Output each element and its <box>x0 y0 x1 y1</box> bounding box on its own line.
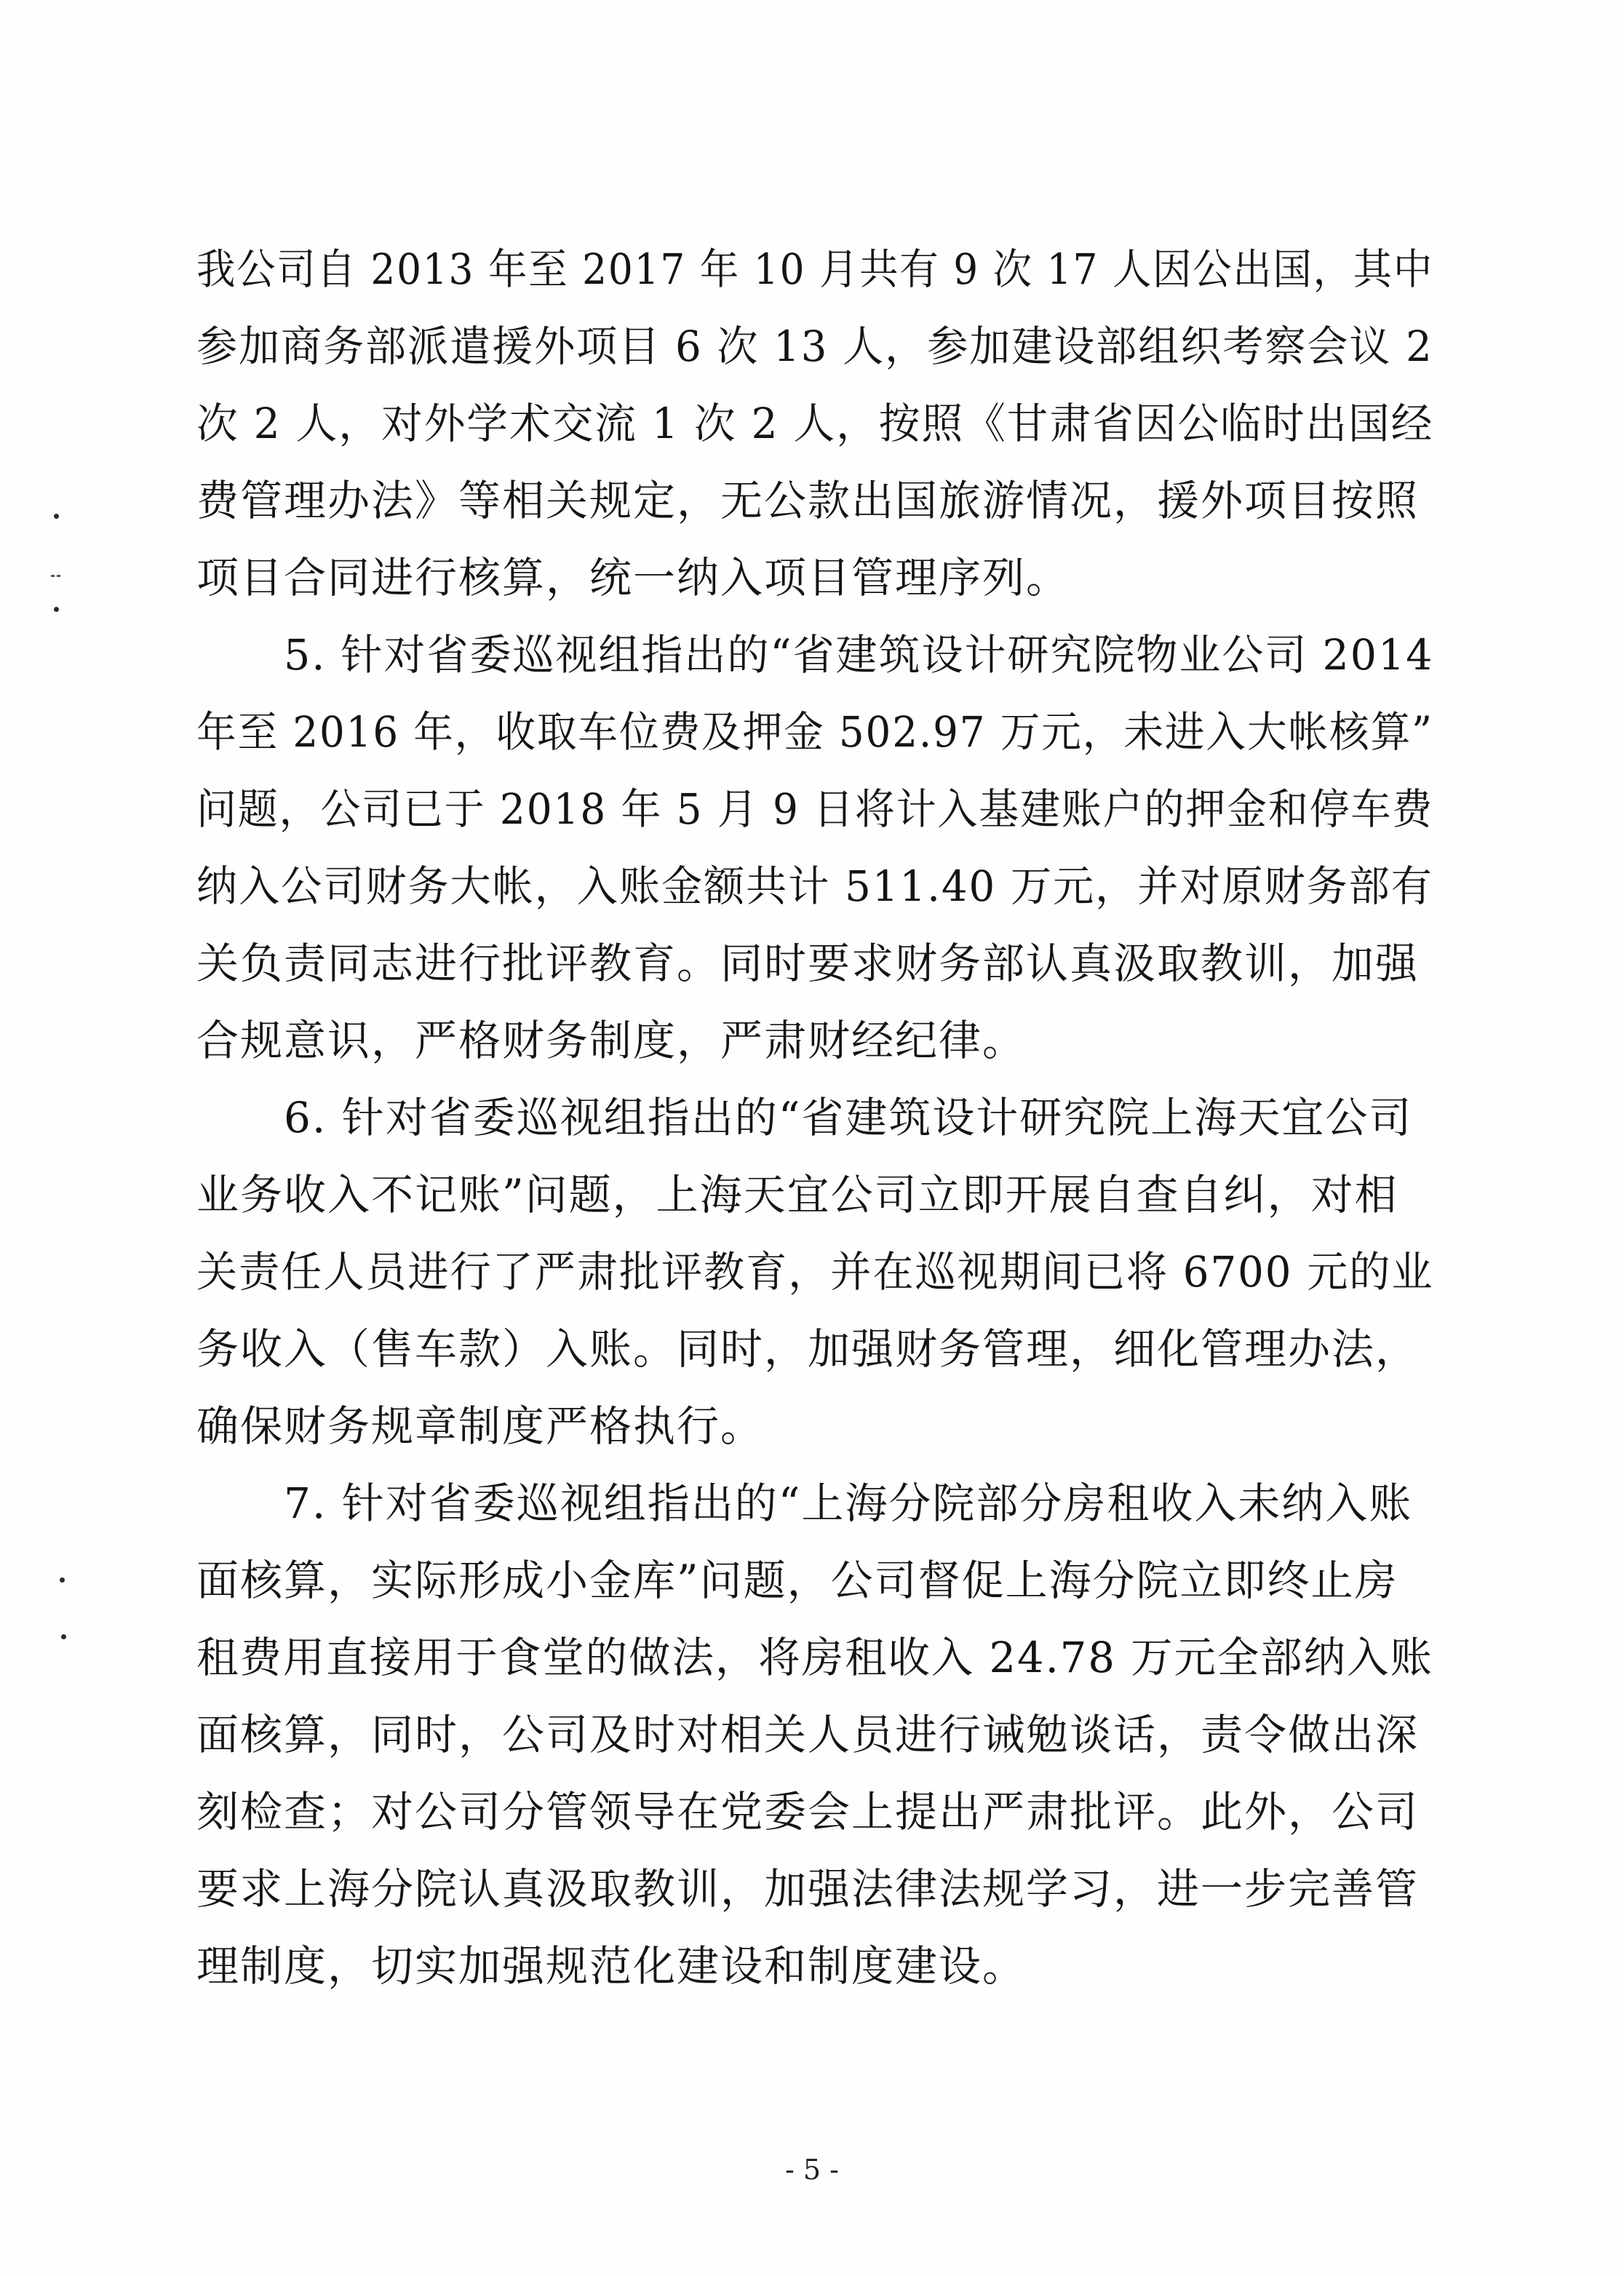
text-line: 关负责同志进行批评教育。同时要求财务部认真汲取教训，加强 <box>196 939 1420 988</box>
text-line: 合规意识，严格财务制度，严肃财经纪律。 <box>196 1016 1027 1065</box>
binding-mark <box>61 1634 66 1639</box>
paragraph-5-start: 5. 针对省委巡视组指出的“省建筑设计研究院物业公司 2014 <box>284 630 1434 680</box>
binding-mark <box>60 1577 65 1583</box>
page-number: - 5 - <box>784 2154 839 2186</box>
text-line: 年至 2016 年，收取车位费及押金 502.97 万元，未进入大帐核算” <box>196 707 1433 757</box>
text-line: 租费用直接用于食堂的做法，将房租收入 24.78 万元全部纳入账 <box>196 1633 1433 1682</box>
text-line: 项目合同进行核算，统一纳入项目管理序列。 <box>196 553 1070 602</box>
text-line: 关责任人员进行了严肃批评教育，并在巡视期间已将 6700 元的业 <box>196 1247 1434 1297</box>
text-line: 确保财务规章制度严格执行。 <box>196 1401 765 1451</box>
text-line: 面核算，实际形成小金库”问题，公司督促上海分院立即终止房 <box>196 1556 1398 1605</box>
text-line: 刻检查；对公司分管领导在党委会上提出严肃批评。此外，公司 <box>196 1787 1420 1837</box>
binding-mark <box>51 575 55 577</box>
text-line: 次 2 人，对外学术交流 1 次 2 人，按照《甘肃省因公临时出国经 <box>196 399 1434 448</box>
paragraph-6-start: 6. 针对省委巡视组指出的“省建筑设计研究院上海天宜公司 <box>284 1093 1413 1142</box>
text-line: 理制度，切实加强规范化建设和制度建设。 <box>196 1941 1027 1991</box>
binding-mark <box>54 607 59 612</box>
paragraph-7-start: 7. 针对省委巡视组指出的“上海分院部分房租收入未纳入账 <box>284 1479 1413 1528</box>
text-line: 面核算，同时，公司及时对相关人员进行诫勉谈话，责令做出深 <box>196 1710 1420 1759</box>
text-line: 业务收入不记账”问题，上海天宜公司立即开展自查自纠，对相 <box>196 1170 1398 1219</box>
text-line: 问题，公司已于 2018 年 5 月 9 日将计入基建账户的押金和停车费 <box>196 784 1434 834</box>
text-line: 参加商务部派遣援外项目 6 次 13 人，参加建设部组织考察会议 2 <box>196 322 1433 371</box>
text-line: 我公司自 2013 年至 2017 年 10 月共有 9 次 17 人因公出国，其中 <box>196 244 1434 294</box>
text-line: 务收入（售车款）入账。同时，加强财务管理，细化管理办法， <box>196 1324 1420 1374</box>
text-line: 纳入公司财务大帐，入账金额共计 511.40 万元，并对原财务部有 <box>196 862 1433 911</box>
binding-mark <box>57 575 60 577</box>
text-line: 要求上海分院认真汲取教训，加强法律法规学习，进一步完善管 <box>196 1864 1420 1914</box>
text-line: 费管理办法》等相关规定，无公款出国旅游情况，援外项目按照 <box>196 476 1420 525</box>
binding-mark <box>54 514 59 519</box>
